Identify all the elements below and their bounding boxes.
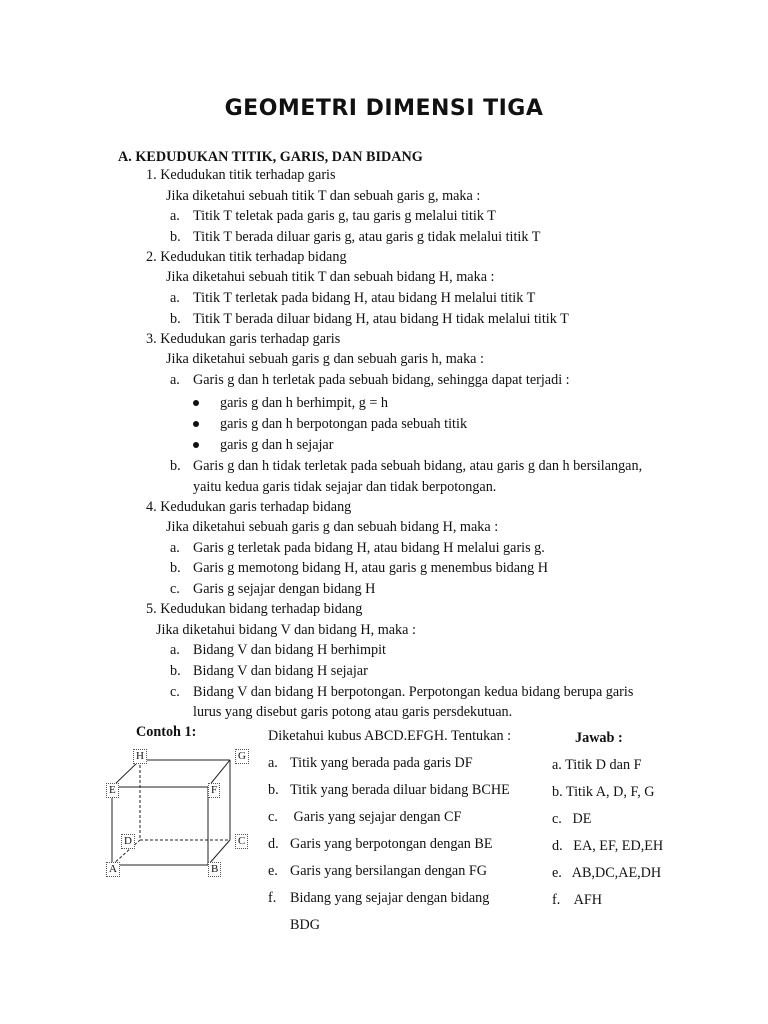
- bullet-item: garis g dan h berhimpit, g = h: [220, 394, 388, 412]
- list-item-continued: yaitu kedua garis tidak sejajar dan tidak berpotongan.: [193, 479, 497, 495]
- answer-item: b. Titik A, D, F, G: [552, 784, 655, 800]
- list-marker: c.: [170, 684, 180, 700]
- subsection-intro: Jika diketahui sebuah titik T dan sebuah bidang H, maka :: [166, 269, 495, 285]
- bullet-icon: [193, 400, 199, 406]
- list-marker: b.: [170, 458, 181, 474]
- section-heading: A. KEDUDUKAN TITIK, GARIS, DAN BIDANG: [118, 149, 423, 165]
- vertex-label-e: E: [106, 783, 119, 798]
- answer-label: Jawab :: [575, 730, 623, 746]
- subsection-heading: 1. Kedudukan titik terhadap garis: [146, 167, 336, 183]
- list-item: Titik T teletak pada garis g, tau garis g melalui titik T: [193, 208, 496, 224]
- vertex-label-h: H: [133, 749, 147, 764]
- question-marker: c.: [268, 809, 278, 825]
- example-prompt: Diketahui kubus ABCD.EFGH. Tentukan :: [268, 728, 512, 744]
- list-marker: b.: [170, 229, 181, 245]
- list-item: Garis g sejajar dengan bidang H: [193, 581, 376, 597]
- list-item: Garis g dan h tidak terletak pada sebuah bidang, atau garis g dan h bersilangan,: [193, 458, 643, 474]
- bullet-icon: [193, 442, 199, 448]
- list-marker: b.: [170, 663, 181, 679]
- bullet-item: garis g dan h sejajar: [220, 436, 333, 454]
- question-text-continued: BDG: [290, 917, 320, 933]
- subsection-intro: Jika diketahui bidang V dan bidang H, maka :: [156, 622, 416, 638]
- list-item-continued: lurus yang disebut garis potong atau garis persdekutuan.: [193, 704, 513, 720]
- answer-item: f. AFH: [552, 892, 603, 908]
- example-label: Contoh 1:: [136, 724, 197, 740]
- list-item: Titik T terletak pada bidang H, atau bidang H melalui titik T: [193, 290, 536, 306]
- list-item: Titik T berada diluar bidang H, atau bidang H tidak melalui titik T: [193, 311, 569, 327]
- question-marker: f.: [268, 890, 277, 906]
- question-marker: a.: [268, 755, 278, 771]
- subsection-intro: Jika diketahui sebuah garis g dan sebuah bidang H, maka :: [166, 519, 499, 535]
- list-item: Bidang V dan bidang H berhimpit: [193, 642, 386, 658]
- bullet-icon: [193, 421, 199, 427]
- subsection-heading: 5. Kedudukan bidang terhadap bidang: [146, 601, 363, 617]
- question-marker: b.: [268, 782, 279, 798]
- vertex-label-g: G: [235, 749, 249, 764]
- list-item: Garis g dan h terletak pada sebuah bidang, sehingga dapat terjadi :: [193, 372, 570, 388]
- vertex-label-a: A: [106, 862, 120, 877]
- list-marker: a.: [170, 290, 180, 306]
- question-marker: d.: [268, 836, 279, 852]
- subsection-heading: 3. Kedudukan garis terhadap garis: [146, 331, 341, 347]
- list-item: Bidang V dan bidang H berpotongan. Perpotongan kedua bidang berupa garis: [193, 684, 634, 700]
- list-item: Titik T berada diluar garis g, atau garis g tidak melalui titik T: [193, 229, 541, 245]
- list-marker: a.: [170, 540, 180, 556]
- question-text: Garis yang bersilangan dengan FG: [290, 863, 487, 879]
- list-marker: b.: [170, 560, 181, 576]
- question-text: Garis yang sejajar dengan CF: [290, 809, 462, 825]
- vertex-label-c: C: [235, 834, 248, 849]
- question-text: Titik yang berada diluar bidang BCHE: [290, 782, 510, 798]
- question-marker: e.: [268, 863, 278, 879]
- bullet-item: garis g dan h berpotongan pada sebuah titik: [220, 415, 467, 433]
- list-item: Bidang V dan bidang H sejajar: [193, 663, 368, 679]
- cube-diagram: [100, 745, 240, 875]
- answer-item: e. AB,DC,AE,DH: [552, 865, 662, 881]
- question-text: Garis yang berpotongan dengan BE: [290, 836, 493, 852]
- answer-item: c. DE: [552, 811, 592, 827]
- answer-item: a. Titik D dan F: [552, 757, 642, 773]
- subsection-intro: Jika diketahui sebuah titik T dan sebuah garis g, maka :: [166, 188, 481, 204]
- list-marker: a.: [170, 372, 180, 388]
- subsection-heading: 2. Kedudukan titik terhadap bidang: [146, 249, 347, 265]
- list-marker: c.: [170, 581, 180, 597]
- question-text: Bidang yang sejajar dengan bidang: [290, 890, 490, 906]
- page-title: GEOMETRI DIMENSI TIGA: [224, 96, 544, 121]
- answer-item: d. EA, EF, ED,EH: [552, 838, 664, 854]
- question-text: Titik yang berada pada garis DF: [290, 755, 473, 771]
- list-marker: b.: [170, 311, 181, 327]
- list-marker: a.: [170, 642, 180, 658]
- list-item: Garis g memotong bidang H, atau garis g menembus bidang H: [193, 560, 549, 576]
- list-marker: a.: [170, 208, 180, 224]
- subsection-heading: 4. Kedudukan garis terhadap bidang: [146, 499, 352, 515]
- subsection-intro: Jika diketahui sebuah garis g dan sebuah garis h, maka :: [166, 351, 484, 367]
- vertex-label-f: F: [208, 783, 220, 798]
- list-item: Garis g terletak pada bidang H, atau bidang H melalui garis g.: [193, 540, 545, 556]
- vertex-label-d: D: [121, 834, 135, 849]
- vertex-label-b: B: [208, 862, 221, 877]
